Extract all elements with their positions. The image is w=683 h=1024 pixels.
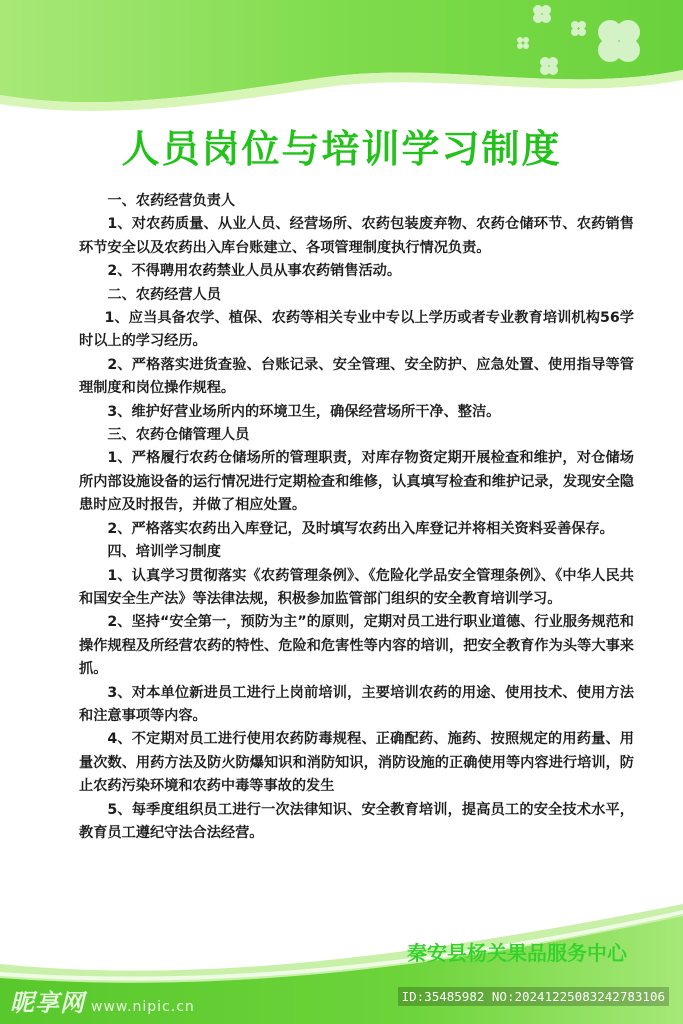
- list-item: 1、认真学习贯彻落实《农药管理条例》、《危险化学品安全管理条例》、《中华人民共和国安全生产法》等法律法规，积极参加监管部门组织的安全教育培训学习。: [79, 567, 634, 607]
- list-item: 1、应当具备农学、植保、农药等相关专业中专以上学历或者专业教育培训机构56学时以上的学习经历。: [79, 310, 634, 350]
- section-heading: 二、农药经营人员: [107, 286, 221, 303]
- organization-name: 秦安县杨关果品服务中心: [407, 941, 627, 965]
- page-title: 人员岗位与培训学习制度: [121, 127, 562, 171]
- list-item: 1、严格履行农药仓储场所的管理职责，对库存物资定期开展检查和维护，对仓储场所内部设施设备的运行情况进行定期检查和维修，认真填写检查和维护记录，发现安全隐患时应及时报告，并做了相应处置。: [79, 450, 634, 514]
- list-item: 1、对农药质量、从业人员、经营场所、农药包装废弃物、农药仓储环节、农药销售环节安全以及农药出入库台账建立、各项管理制度执行情况负责。: [79, 216, 634, 256]
- section-heading: 四、培训学习制度: [107, 544, 221, 561]
- section-heading: 一、农药经营负责人: [107, 193, 236, 209]
- list-item: 3、维护好营业场所内的环境卫生，确保经营场所干净、整洁。: [107, 403, 501, 420]
- list-item: 3、对本单位新进员工进行上岗前培训，主要培训农药的用途、使用技术、使用方法和注意事项等内容。: [79, 684, 634, 724]
- watermark-id: ID:35485982 NO:20241225083242783106: [398, 987, 669, 1006]
- list-item: 2、严格落实进货查验、台账记录、安全管理、安全防护、应急处置、使用指导等管理制度和岗位操作规程。: [79, 356, 634, 397]
- watermark-brand-name: 昵享网: [10, 989, 85, 1017]
- section-heading: 三、农药仓储管理人员: [107, 427, 250, 444]
- clover-decoration-icon: [500, 0, 683, 90]
- watermark-brand: [10, 983, 195, 1018]
- watermark-url: www.nipic.cn: [91, 999, 195, 1015]
- list-item: 4、不定期对员工进行使用农药防毒规程、正确配药、施药、按照规定的用药量、用量次数、用药方法及防火防爆知识和消防知识，消防设施的正确使用等内容进行培训，防止农药污染环境和农药中毒等事故的发生: [79, 731, 634, 795]
- list-item: 2、不得聘用农药禁业人员从事农药销售活动。: [107, 263, 402, 280]
- list-item: 2、坚持“安全第一，预防为主”的原则，定期对员工进行职业道德、行业服务规范和操作规程及所经营农药的特性、危险和危害性等内容的培训，把安全教育作为头等大事来抓。: [79, 614, 634, 678]
- regulation-body: [79, 190, 634, 845]
- list-item: 2、严格落实农药出入库登记，及时填写农药出入库登记并将相关资料妥善保存。: [107, 520, 614, 537]
- list-item: 5、每季度组织员工进行一次法律知识、安全教育培训，提高员工的安全技术水平，教育员工遵纪守法合法经营。: [79, 801, 634, 841]
